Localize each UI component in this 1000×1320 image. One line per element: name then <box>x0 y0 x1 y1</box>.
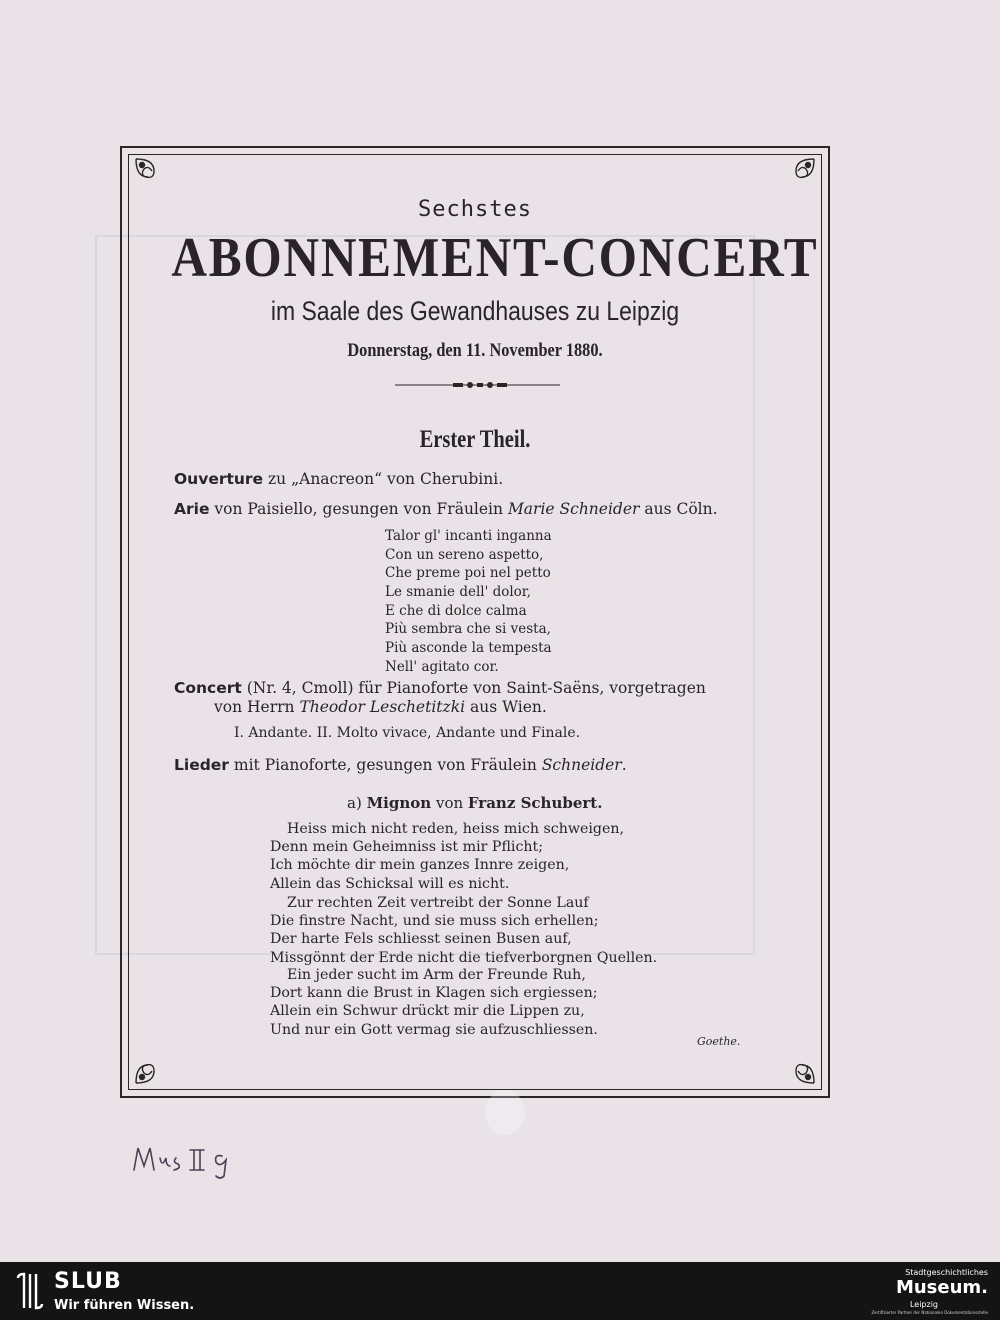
item-keyword: Ouverture <box>174 470 264 488</box>
song-by: von <box>435 794 464 812</box>
performer-name: Theodor Leschetitzki <box>299 698 466 716</box>
program-item-concert <box>174 679 706 697</box>
library-name: SLUB <box>54 1269 122 1294</box>
verse-line: Le smanie dell' dolor, <box>385 584 532 601</box>
item-keyword: Lieder <box>174 756 229 774</box>
museum-name: Museum. <box>895 1277 988 1298</box>
item-text: zu „Anacreon“ von Cherubini. <box>268 470 504 488</box>
library-tagline: Wir führen Wissen. <box>54 1298 195 1313</box>
item-text: (Nr. 4, Cmoll) für Pianoforte von Saint-Saëns, vorgetragen <box>246 679 706 697</box>
program-item-concert-line2 <box>214 698 547 716</box>
handwritten-shelfmark <box>130 1140 250 1180</box>
verse-line: Che preme poi nel petto <box>385 565 551 582</box>
corner-ornament-bottom-left <box>132 1043 176 1087</box>
verse-line: Denn mein Geheimniss ist mir Pflicht; <box>270 839 544 856</box>
item-text: mit Pianoforte, gesungen von Fräulein <box>233 756 537 774</box>
performer-name: Schneider <box>541 756 622 774</box>
verse-line: Ein jeder sucht im Arm der Freunde Ruh, <box>287 967 586 983</box>
museum-city: Leipzig <box>909 1300 938 1309</box>
movements-list: I. Andante. II. Molto vivace, Andante und Finale. <box>234 725 581 741</box>
item-text: . <box>621 756 627 774</box>
ornamental-divider <box>395 378 560 392</box>
footer-bar <box>0 1262 1000 1320</box>
item-text: von Paisiello, gesungen von Fräulein <box>214 500 503 518</box>
verse-line: Missgönnt der Erde nicht die tiefverborgnen Quellen. <box>270 949 658 966</box>
verse-line: Zur rechten Zeit vertreibt der Sonne Lauf <box>287 895 589 911</box>
slub-logo-icon <box>14 1272 46 1310</box>
program-item-aria <box>174 500 718 518</box>
concert-date: Donnerstag, den 11. November 1880. <box>347 340 603 361</box>
poem-stanza-3 <box>270 966 598 1039</box>
item-keyword: Arie <box>174 500 210 518</box>
song-heading <box>347 794 602 812</box>
verse-line: E che di dolce calma <box>385 602 527 619</box>
song-marker: a) <box>347 794 362 812</box>
verse-line: Der harte Fels schliesst seinen Busen auf, <box>270 931 572 948</box>
verse-line: Dort kann die Brust in Klagen sich ergiessen; <box>270 985 598 1002</box>
song-title: Mignon <box>366 794 432 812</box>
corner-ornament-bottom-right <box>774 1043 818 1087</box>
item-text: von Herrn <box>214 698 295 716</box>
verse-line: Die finstre Nacht, und sie muss sich erhellen; <box>270 913 599 930</box>
venue-line: im Saale des Gewandhauses zu Leipzig <box>270 296 680 326</box>
performer-name: Marie Schneider <box>507 500 640 518</box>
museum-partner-note: Zertifizierter Partner der Nationalen Dokumentationsstelle <box>871 1310 988 1315</box>
corner-ornament-top-right <box>774 155 818 199</box>
aria-lyrics <box>385 527 552 677</box>
verse-line: Talor gl' incanti inganna <box>385 528 552 544</box>
verse-line: Più asconde la tempesta <box>385 640 552 657</box>
museum-prefix: Stadtgeschichtliches <box>905 1268 988 1277</box>
verse-line: Con un sereno aspetto, <box>385 546 544 563</box>
poet-credit: Goethe. <box>697 1035 741 1048</box>
verse-line: Allein das Schicksal will es nicht. <box>270 875 510 892</box>
embossed-stamp <box>485 1090 525 1135</box>
verse-line: Heiss mich nicht reden, heiss mich schweigen, <box>287 821 625 837</box>
corner-ornament-top-left <box>132 155 176 199</box>
item-text: aus Cöln. <box>644 500 718 518</box>
page-title: ABONNEMENT-CONCERT <box>171 227 819 289</box>
item-text: aus Wien. <box>469 698 547 716</box>
program-item-lieder <box>174 756 627 774</box>
verse-line: Ich möchte dir mein ganzes Innre zeigen, <box>270 857 570 874</box>
verse-line: Und nur ein Gott vermag sie aufzuschliessen. <box>270 1021 598 1038</box>
verse-line: Allein ein Schwur drückt mir die Lippen zu, <box>270 1003 585 1020</box>
poem-stanza-1 <box>270 820 624 893</box>
item-keyword: Concert <box>174 679 242 697</box>
section-title: Erster Theil. <box>419 426 531 453</box>
song-composer: Franz Schubert. <box>467 794 603 812</box>
program-item-overture <box>174 470 503 488</box>
concert-ordinal: Sechstes <box>418 197 532 222</box>
poem-stanza-2 <box>270 894 657 967</box>
verse-line: Nell' agitato cor. <box>385 658 499 675</box>
verse-line: Più sembra che si vesta, <box>385 621 551 638</box>
